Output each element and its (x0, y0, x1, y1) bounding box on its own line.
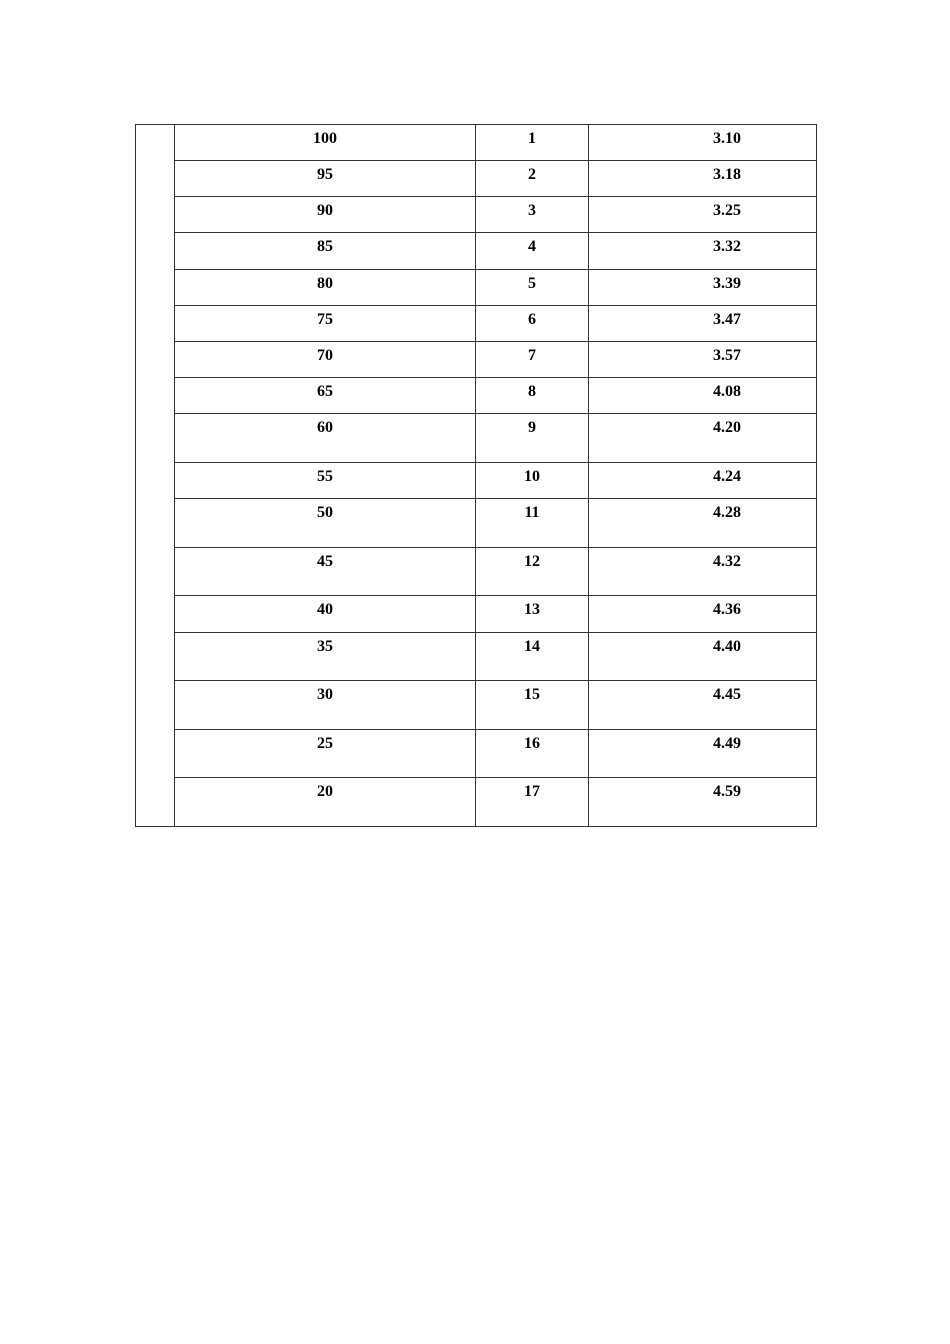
score-cell: 95 (175, 161, 476, 197)
value-cell: 4.36 (589, 596, 817, 633)
value-cell: 3.39 (589, 270, 817, 306)
value-cell: 4.24 (589, 463, 817, 499)
table-row (136, 463, 817, 499)
rank-cell: 6 (476, 306, 589, 342)
score-cell: 20 (175, 778, 476, 827)
score-cell: 100 (175, 125, 476, 161)
rank-cell: 1 (476, 125, 589, 161)
score-cell: 55 (175, 463, 476, 499)
table-row (136, 778, 817, 827)
value-cell: 3.10 (589, 125, 817, 161)
rank-cell: 7 (476, 342, 589, 378)
score-cell: 85 (175, 233, 476, 270)
rank-cell: 9 (476, 414, 589, 463)
score-cell: 40 (175, 596, 476, 633)
rank-cell: 11 (476, 499, 589, 548)
score-cell: 45 (175, 548, 476, 596)
value-cell: 3.18 (589, 161, 817, 197)
table-row (136, 730, 817, 778)
score-cell: 75 (175, 306, 476, 342)
value-cell: 4.08 (589, 378, 817, 414)
rank-cell: 2 (476, 161, 589, 197)
table-row (136, 233, 817, 270)
table-row (136, 125, 817, 161)
value-cell: 4.40 (589, 633, 817, 681)
score-cell: 30 (175, 681, 476, 730)
score-cell: 60 (175, 414, 476, 463)
table-row (136, 681, 817, 730)
score-cell: 35 (175, 633, 476, 681)
score-cell: 80 (175, 270, 476, 306)
value-cell: 4.20 (589, 414, 817, 463)
rank-cell: 13 (476, 596, 589, 633)
rank-cell: 10 (476, 463, 589, 499)
rank-cell: 12 (476, 548, 589, 596)
table-row (136, 414, 817, 463)
rank-cell: 4 (476, 233, 589, 270)
value-cell: 3.32 (589, 233, 817, 270)
score-table (135, 124, 817, 827)
value-cell: 3.57 (589, 342, 817, 378)
table-row (136, 342, 817, 378)
value-cell: 4.28 (589, 499, 817, 548)
table-row (136, 378, 817, 414)
table-row (136, 499, 817, 548)
score-cell: 50 (175, 499, 476, 548)
rank-cell: 8 (476, 378, 589, 414)
table-row (136, 161, 817, 197)
value-cell: 3.47 (589, 306, 817, 342)
score-cell: 90 (175, 197, 476, 233)
rank-cell: 15 (476, 681, 589, 730)
table-row (136, 270, 817, 306)
score-cell: 25 (175, 730, 476, 778)
score-cell: 65 (175, 378, 476, 414)
value-cell: 4.59 (589, 778, 817, 827)
table-row (136, 633, 817, 681)
value-cell: 4.49 (589, 730, 817, 778)
rank-cell: 16 (476, 730, 589, 778)
rank-cell: 17 (476, 778, 589, 827)
table-row (136, 548, 817, 596)
rank-cell: 14 (476, 633, 589, 681)
value-cell: 4.45 (589, 681, 817, 730)
value-cell: 3.25 (589, 197, 817, 233)
value-cell: 4.32 (589, 548, 817, 596)
table-row (136, 596, 817, 633)
table-row (136, 306, 817, 342)
rank-cell: 3 (476, 197, 589, 233)
table-row (136, 197, 817, 233)
score-cell: 70 (175, 342, 476, 378)
rank-cell: 5 (476, 270, 589, 306)
side-column-cell (136, 125, 175, 827)
